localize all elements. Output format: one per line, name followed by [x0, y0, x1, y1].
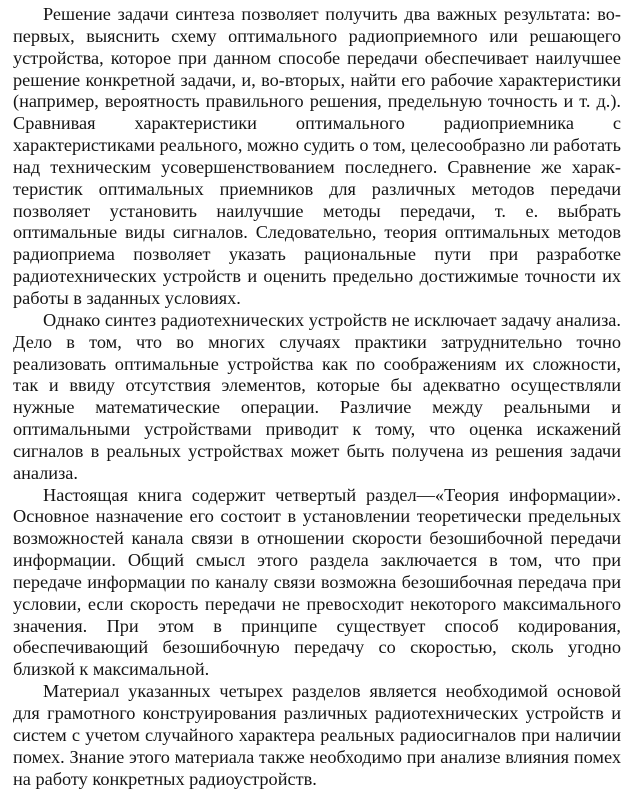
document-page	[13, 4, 621, 790]
paragraph-conclusion: Материал указанных четырех разделов является необходимой основой для грамотного конструирования различных радиотехнических устройств и систем с учетом случайного характера реальных радиосигналов при наличии помех. Знание этого материала также необходимо при анализе влияния помех на работу конкретных радиоустройств.	[13, 681, 621, 789]
paragraph-synthesis: Решение задачи синтеза позволяет получить два важных результата: во-первых, выяснить схему оптимального радиоприемного или решающего устройства, которое при данном способе передачи обеспечивает наилучшее решение конкретной задачи, и, во-вторых, найти его рабочие характеристики (например, вероятность правильного решения, предельную точность и т. д.). Сравнивая характеристики оптимального радиоприемника с характеристиками реального, можно судить о том, целесообразно ли работать над техническим усовершенствованием последнего. Сравнение же характеристик оптимальных приемников для различных методов передачи позволяет установить наилучшие методы передачи, т. е. выбрать оптимальные виды сигналов. Следовательно, теория оптимальных методов радиоприема позволяет указать рациональные пути при разработке радиотехнических устройств и оценить предельно достижимые точности их работы в заданных условиях.	[13, 4, 621, 308]
paragraph-analysis: Однако синтез радиотехнических устройств не исключает задачу анализа. Дело в том, что во многих случаях практики затруднительно точно реализовать оптимальные устройства как по соображениям их сложности, так и ввиду отсутствия элементов, которые бы адекватно осуществляли нужные математические операции. Различие между реальными и оптимальными устройствами приводит к тому, что оценка искажений сигналов в реальных устройствах может быть получена из решения задачи анализа.	[13, 309, 621, 483]
paragraph-information-theory: Настоящая книга содержит четвертый раздел—«Теория информации». Основное назначение его состоит в установлении теоретически предельных возможностей канала связи в отношении скорости безошибочной передачи информации. Общий смысл этого раздела заключается в том, что при передаче информации по каналу связи возможна безошибочная передача при условии, если скорость передачи не превосходит некоторого максимального значения. При этом в принципе существует способ кодирования, обеспечивающий безошибочную передачу со скоростью, сколь угодно близкой к максимальной.	[13, 484, 621, 680]
